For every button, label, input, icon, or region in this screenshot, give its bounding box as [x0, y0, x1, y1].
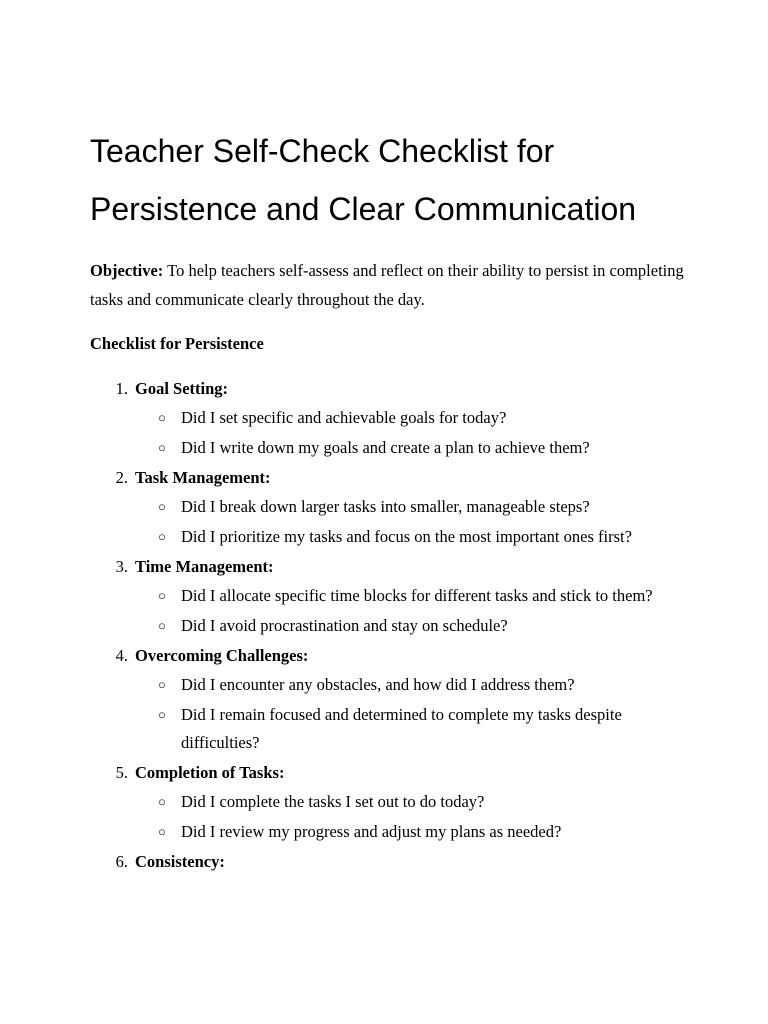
checklist-question — [0, 611, 768, 641]
checklist-item-label: Consistency: — [135, 852, 225, 871]
checklist-question — [0, 522, 768, 552]
persistence-checklist — [0, 374, 768, 876]
hollow-circle-bullet-icon: ○ — [158, 588, 166, 603]
checklist-question — [0, 817, 768, 847]
checklist-question-text: Did I set specific and achievable goals for today? — [181, 408, 507, 427]
checklist-item-number: 4. — [115, 646, 128, 665]
checklist-question-list — [0, 670, 768, 758]
hollow-circle-bullet-icon: ○ — [158, 707, 166, 722]
checklist-question-text: Did I encounter any obstacles, and how did I address them? — [181, 675, 575, 694]
checklist-question-text: Did I complete the tasks I set out to do today? — [181, 792, 485, 811]
checklist-question — [0, 670, 768, 700]
checklist-item-number: 3. — [115, 557, 128, 576]
hollow-circle-bullet-icon: ○ — [158, 677, 166, 692]
checklist-item-header — [0, 847, 768, 876]
checklist-item-header — [0, 641, 768, 670]
section-heading: Checklist for Persistence — [90, 334, 264, 353]
checklist-item-label: Completion of Tasks: — [135, 763, 285, 782]
checklist-item-label: Overcoming Challenges: — [135, 646, 309, 665]
hollow-circle-bullet-icon: ○ — [158, 499, 166, 514]
checklist-question-list — [0, 492, 768, 552]
checklist-question — [0, 433, 768, 463]
checklist-question-text: Did I allocate specific time blocks for different tasks and stick to them? — [181, 586, 653, 605]
objective-label: Objective: — [90, 261, 164, 280]
page-title-line-1: Teacher Self-Check Checklist for — [90, 133, 555, 169]
hollow-circle-bullet-icon: ○ — [158, 824, 166, 839]
objective-text: To help teachers self-assess and reflect on their ability to persist in completing tasks and communicate clearly throughout the day. — [90, 261, 684, 309]
hollow-circle-bullet-icon: ○ — [158, 618, 166, 633]
checklist-item-number: 6. — [115, 852, 128, 871]
checklist-question-text: Did I remain focused and determined to complete my tasks despite difficulties? — [181, 705, 622, 752]
checklist-item-number: 5. — [115, 763, 128, 782]
checklist-item — [0, 641, 768, 758]
checklist-question-text: Did I prioritize my tasks and focus on the most important ones first? — [181, 527, 632, 546]
checklist-question-list — [0, 581, 768, 641]
checklist-question — [0, 787, 768, 817]
page-title-line-2: Persistence and Clear Communication — [90, 191, 637, 227]
checklist-question-text: Did I write down my goals and create a plan to achieve them? — [181, 438, 590, 457]
checklist-question — [0, 403, 768, 433]
checklist-item — [0, 374, 768, 463]
checklist-item-label: Task Management: — [135, 468, 271, 487]
checklist-question — [0, 581, 768, 611]
checklist-question-text: Did I avoid procrastination and stay on schedule? — [181, 616, 508, 635]
checklist-item-header — [0, 758, 768, 787]
checklist-item-number: 1. — [115, 379, 128, 398]
hollow-circle-bullet-icon: ○ — [158, 440, 166, 455]
checklist-question — [0, 700, 768, 758]
hollow-circle-bullet-icon: ○ — [158, 794, 166, 809]
objective-paragraph — [90, 256, 690, 314]
checklist-item-header — [0, 552, 768, 581]
checklist-question-list — [0, 403, 768, 463]
checklist-item — [0, 847, 768, 876]
checklist-question — [0, 492, 768, 522]
checklist-question-list — [0, 787, 768, 847]
checklist-question-text: Did I review my progress and adjust my plans as needed? — [181, 822, 562, 841]
page-title — [90, 122, 710, 238]
checklist-item — [0, 552, 768, 641]
checklist-item-label: Time Management: — [135, 557, 274, 576]
checklist-item-number: 2. — [115, 468, 128, 487]
checklist-item-header — [0, 463, 768, 492]
checklist-question-text: Did I break down larger tasks into smaller, manageable steps? — [181, 497, 590, 516]
checklist-item — [0, 463, 768, 552]
hollow-circle-bullet-icon: ○ — [158, 529, 166, 544]
checklist-item-header — [0, 374, 768, 403]
hollow-circle-bullet-icon: ○ — [158, 410, 166, 425]
checklist-item — [0, 758, 768, 847]
checklist-item-label: Goal Setting: — [135, 379, 229, 398]
